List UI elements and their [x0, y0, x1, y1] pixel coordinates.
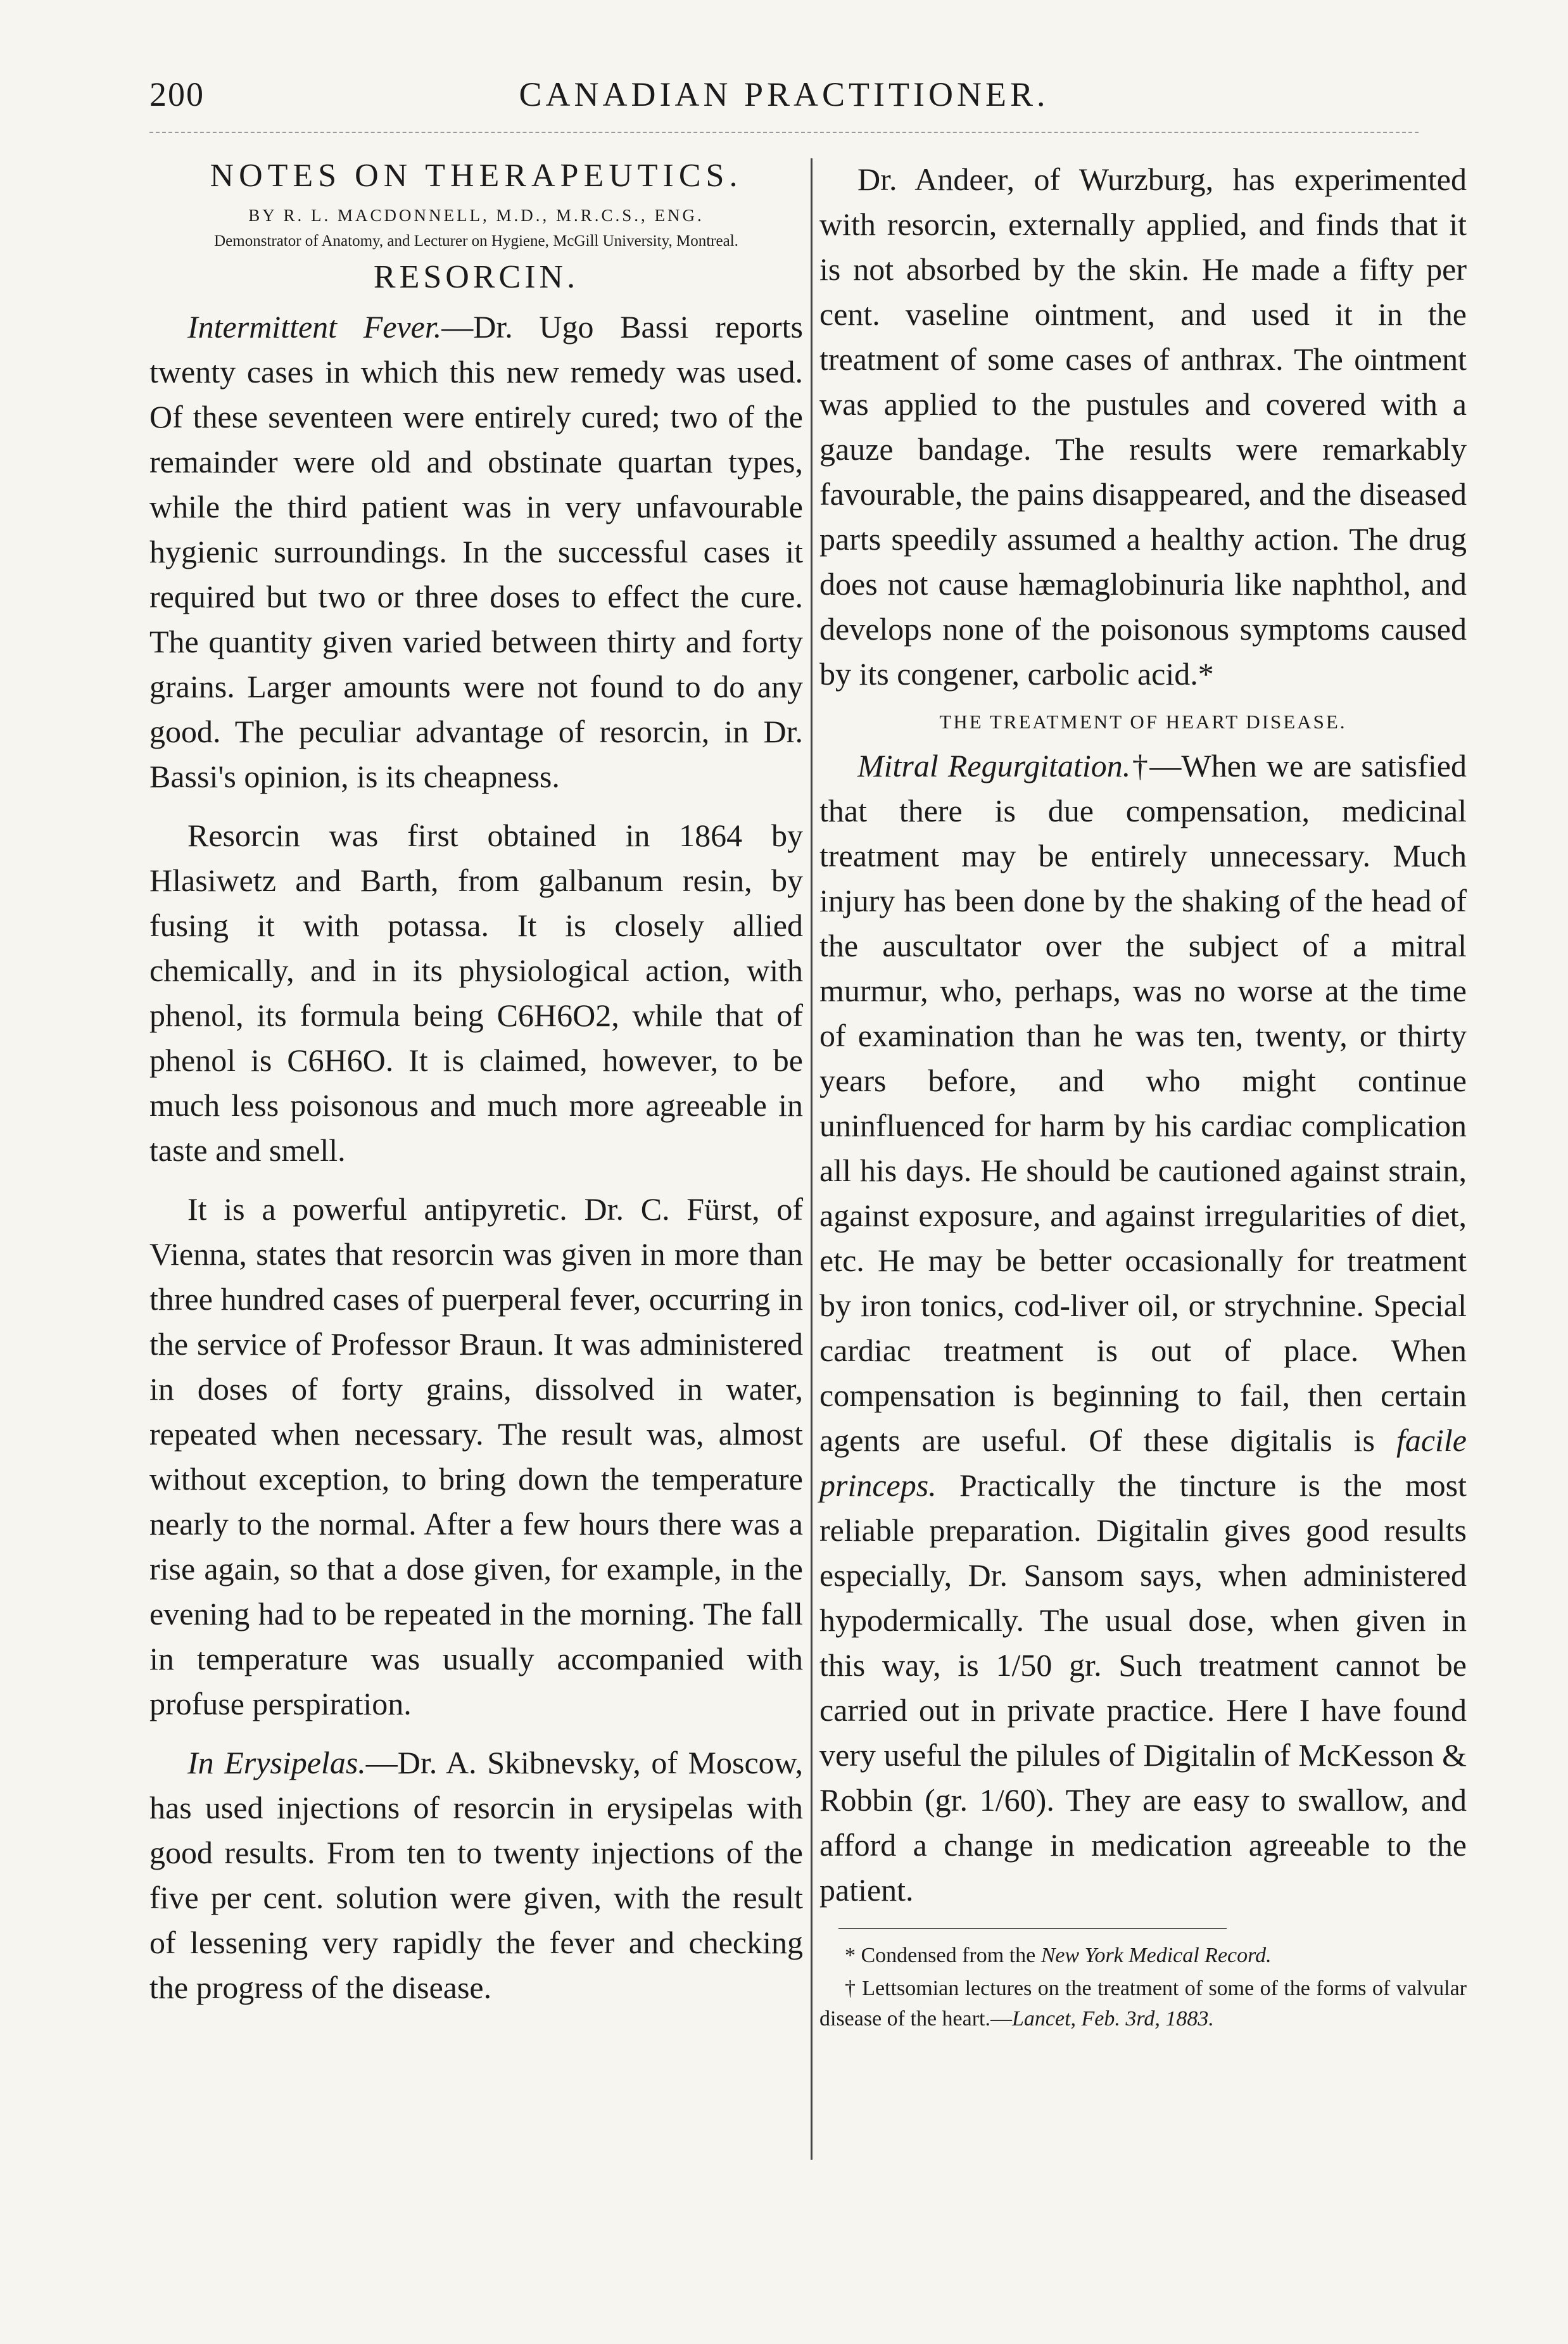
footnote-1 — [819, 1941, 1467, 1971]
lead-mitral-regurgitation: Mitral Regurgitation. — [857, 748, 1131, 783]
paragraph-antipyretic: It is a powerful antipyretic. Dr. C. Fürst, of Vienna, states that resorcin was given in more than three hundred cases of puerperal fever, occurring in the service of Professor Braun. It was administered in doses of forty grains, dissolved in water, repeated when necessary. The result was, almost without exception, to bring down the temperature nearly to the normal. After a few hours there was a rise again, so that a dose given, for example, in the evening had to be repeated in the morning. The fall in temperature was usually accompanied with profuse perspiration. — [149, 1191, 803, 1721]
footnote-1-text: * Condensed from the — [845, 1944, 1041, 1967]
author-affiliation: Demonstrator of Anatomy, and Lecturer on Hygiene, McGill University, Montreal. — [214, 232, 738, 250]
article-title: NOTES ON THERAPEUTICS. — [210, 158, 743, 194]
italic-phrase: facile princeps. — [819, 1422, 1467, 1503]
column-divider — [811, 158, 812, 2160]
left-column — [149, 157, 803, 2024]
paragraph-text: †—When we are satisfied that there is due compensation, medicinal treatment may be entirely unnecessary. Much injury has been done by the shaking of the head of the auscultator over the subject of a mitral murmur, who, perhaps, was no worse at the time of examination than he was ten, twenty, or thirty years before, and who might continue uninfluenced for harm by his cardiac complication all his days. He should be cautioned against strain, against exposure, and against irregularities of diet, etc. He may be better occasionally for treatment by iron tonics, cod-liver oil, or strychnine. Special cardiac treatment is out of place. When compensation is beginning to fail, then certain agents are useful. Of these digitalis is — [819, 748, 1467, 1458]
paragraph-erysipelas — [149, 1740, 803, 2010]
paragraph-history: Resorcin was first obtained in 1864 by Hlasiwetz and Barth, from galbanum resin, by fusing it with potassa. It is closely allied chemically, and in its physiological action, with phenol, its formula being C6H6O2, while that of phenol is C6H6O. It is claimed, however, to be much less poisonous and much more agreeable in taste and smell. — [149, 818, 803, 1168]
paragraph-text: —Dr. Ugo Bassi reports twenty cases in which this new remedy was used. Of these seventeen were entirely cured; two of the remainder were old and obstinate quartan types, while the third patient was in very unfavourable hygienic surroundings. In the successful cases it required but two or three doses to effect the cure. The quantity given varied between thirty and forty grains. Larger amounts were not found to do any good. The peculiar advantage of resorcin, in Dr. Bassi's opinion, is its cheapness. — [149, 309, 803, 794]
header-rule — [149, 132, 1419, 133]
paragraph-text: —Dr. A. Skibnevsky, of Moscow, has used injections of resorcin in erysipelas with good results. From ten to twenty injections of the five per cent. solution were given, with the result of lessening very rapidly the fever and checking the progress of the disease. — [149, 1745, 804, 2005]
footnote-2-text: † Lettsomian lectures on the treatment of some of the forms of valvular disease of the heart.— — [819, 1977, 1467, 2030]
page-header — [149, 75, 1419, 119]
lead-erysipelas: In Erysipelas. — [187, 1745, 366, 1780]
footnote-rule — [838, 1928, 1227, 1929]
footnote-2 — [819, 1973, 1467, 2034]
subsection-title-heart-disease: THE TREATMENT OF HEART DISEASE. — [939, 711, 1347, 733]
page-number: 200 — [149, 75, 205, 113]
byline: BY R. L. MACDONNELL, M.D., M.R.C.S., ENG. — [248, 206, 704, 225]
lead-intermittent-fever: Intermittent Fever. — [187, 309, 442, 345]
paragraph-mitral-regurgitation — [819, 744, 1467, 1913]
paragraph-intermittent-fever — [149, 305, 803, 799]
running-head: CANADIAN PRACTITIONER. — [519, 75, 1049, 113]
footnote-2-source: Lancet, Feb. 3rd, 1883. — [1012, 2007, 1214, 2030]
paragraph-andeer: Dr. Andeer, of Wurzburg, has experimented with resorcin, externally applied, and finds that it is not absorbed by the skin. He made a fifty per cent. vaseline ointment, and used it in the treatment of some cases of anthrax. The ointment was applied to the pustules and covered with a gauze bandage. The results were remarkably favourable, the pains disappeared, and the diseased parts speedily assumed a healthy action. The drug does not cause hæmaglobinuria like naphthol, and develops none of the poisonous symptoms caused by its congener, carbolic acid.* — [819, 162, 1467, 692]
paragraph-text-cont: Practically the tincture is the most reliable preparation. Digitalin gives good results especially, Dr. Sansom says, when administered hypodermically. The usual dose, when given in this way, is 1/50 gr. Such treatment cannot be carried out in private practice. Here I have found very useful the pilules of Digitalin of McKesson & Robbin (gr. 1/60). They are easy to swallow, and afford a change in medication agreeable to the patient. — [819, 1467, 1467, 1908]
footnote-1-source: New York Medical Record. — [1040, 1944, 1272, 1967]
section-title-resorcin: RESORCIN. — [373, 259, 579, 295]
right-column — [819, 157, 1467, 2037]
